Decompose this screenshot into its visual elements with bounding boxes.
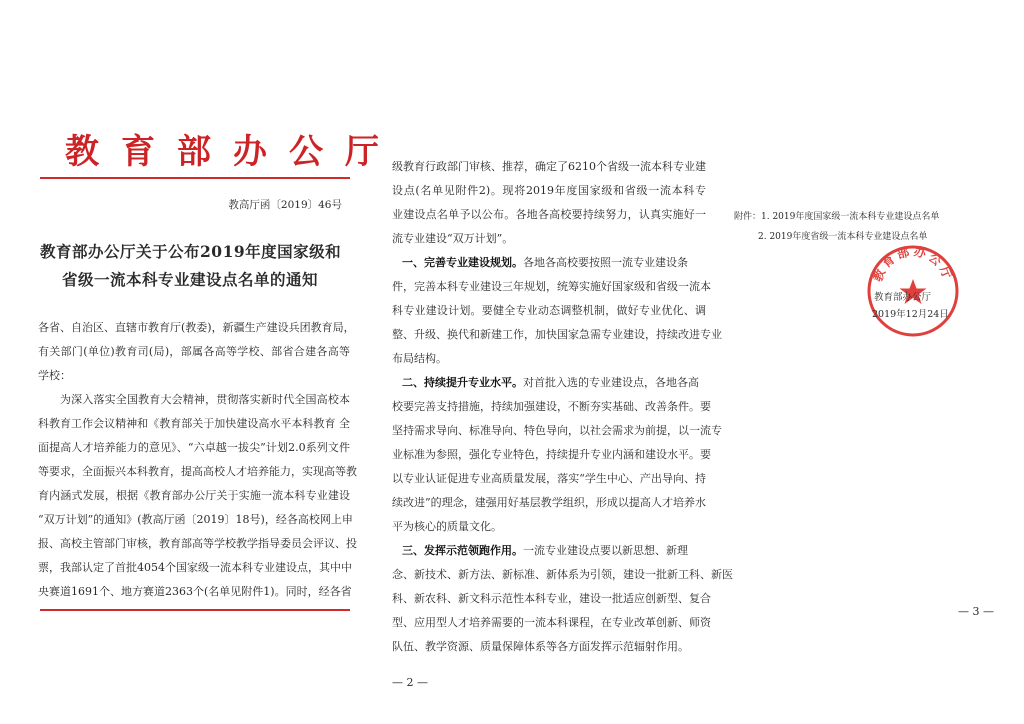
item-3-text: 一流专业建设点要以新思想、新理 (523, 544, 688, 557)
body-line: 为深入落实全国教育大会精神，贯彻落实新时代全国高校本 (60, 393, 350, 406)
body-line: 央赛道1691个、地方赛道2363个(名单见附件1)。同时，经各省 (38, 585, 352, 598)
item-2-line: 平为核心的质量文化。 (392, 520, 502, 533)
body-line: 等要求，全面振兴本科教育，提高高校人才培养能力，实现高等教 (38, 465, 357, 478)
page-1 (0, 0, 401, 724)
seal-text: 教育部办公厅 (870, 244, 956, 284)
intro-line: 级教育行政部门审核、推荐，确定了6210个省级一流本科专业建 (392, 160, 706, 173)
page-number: — 3 — (958, 605, 994, 618)
item-2-heading: 二、持续提升专业水平。 (402, 376, 523, 389)
notice-title-line-1: 教育部办公厅关于公布2019年度国家级和 (40, 242, 342, 261)
body-line: 科教育工作会议精神和《教育部关于加快建设高水平本科教育 全 (38, 417, 350, 430)
page-3 (712, 0, 1024, 724)
page-2 (372, 0, 733, 724)
attachment-line-1: 附件：1. 2019年度国家级一流本科专业建设点名单 (734, 212, 940, 222)
item-3-heading: 三、发挥示范领跑作用。 (402, 544, 523, 557)
item-2-line: 续改进”的理念，建强用好基层教学组织，形成以提高人才培养水 (392, 496, 706, 509)
item-3-line: 队伍、教学资源、质量保障体系等各方面发挥示范辐射作用。 (392, 640, 689, 653)
item-1-heading: 一、完善专业建设规划。 (402, 256, 523, 269)
issue-date: 2019年12月24日 (872, 309, 949, 320)
item-2-line: 业标准为参照，强化专业特色，持续提升专业内涵和建设水平。要 (392, 448, 711, 461)
intro-line: 业建设点名单予以公布。各地各高校要持续努力，认真实施好一 (392, 208, 706, 221)
item-1-first-line (402, 256, 706, 270)
item-3-first-line (402, 544, 706, 558)
body-line: 学校： (38, 369, 71, 382)
item-1-line: 布局结构。 (392, 352, 447, 365)
document-number: 教高厅函〔2019〕46号 (228, 199, 342, 211)
notice-title-line-2: 省级一流本科专业建设点名单的通知 (61, 270, 318, 289)
issuer-name: 教育部办公厅 (874, 292, 932, 303)
item-3-line: 科、新农科、新文科示范性本科专业，建设一批适应创新型、复合 (392, 592, 711, 605)
issuing-office-header: 教育部办公厅 (65, 132, 401, 172)
item-2-first-line (402, 376, 706, 390)
header-red-line (40, 177, 350, 179)
intro-line: 流专业建设“双万计划”。 (392, 232, 514, 245)
body-line: 面提高人才培养能力的意见》、“六卓越一拔尖”计划2.0系列文件 (38, 441, 350, 454)
item-1-line: 件，完善本科专业建设三年规划，统筹实施好国家级和省级一流本 (392, 280, 711, 293)
item-1-line: 整、升级、换代和新建工作，加快国家急需专业建设，持续改进专业 (392, 328, 722, 341)
intro-line: 设点(名单见附件2)。现将2019年度国家级和省级一流本科专 (392, 184, 706, 197)
body-line: 有关部门(单位)教育司(局)，部属各高等学校、部省合建各高等 (38, 345, 350, 358)
body-line: 票，我部认定了首批4054个国家级一流本科专业建设点，其中中 (38, 561, 352, 574)
item-3-line: 念、新技术、新方法、新标准、新体系为引领，建设一批新工科、新医 (392, 568, 733, 581)
body-line: 育内涵式发展，根据《教育部办公厅关于实施一流本科专业建设 (38, 489, 350, 502)
body-line: “双万计划”的通知》(教高厅函〔2019〕18号)，经各高校网上申 (38, 513, 353, 526)
attachment-line-2: 2. 2019年度省级一流本科专业建设点名单 (758, 232, 928, 242)
item-2-text: 对首批入选的专业建设点，各地各高 (523, 376, 699, 389)
body-line: 报、高校主管部门审核，教育部高等学校教学指导委员会评议、投 (38, 537, 357, 550)
item-1-line: 科专业建设计划。要健全专业动态调整机制，做好专业优化、调 (392, 304, 706, 317)
item-2-line: 以专业认证促进专业高质量发展，落实“学生中心、产出导向、持 (392, 472, 706, 485)
item-3-line: 型、应用型人才培养需要的一流本科课程，在专业改革创新、师资 (392, 616, 711, 629)
footer-red-line (40, 609, 350, 611)
item-2-line: 坚持需求导向、标准导向、特色导向，以社会需求为前提，以一流专 (392, 424, 722, 437)
body-line: 各省、自治区、直辖市教育厅(教委)，新疆生产建设兵团教育局， (38, 321, 355, 334)
page-number: — 2 — (392, 676, 428, 689)
item-1-text: 各地各高校要按照一流专业建设条 (523, 256, 688, 269)
item-2-line: 校要完善支持措施，持续加强建设，不断夯实基础、改善条件。要 (392, 400, 711, 413)
